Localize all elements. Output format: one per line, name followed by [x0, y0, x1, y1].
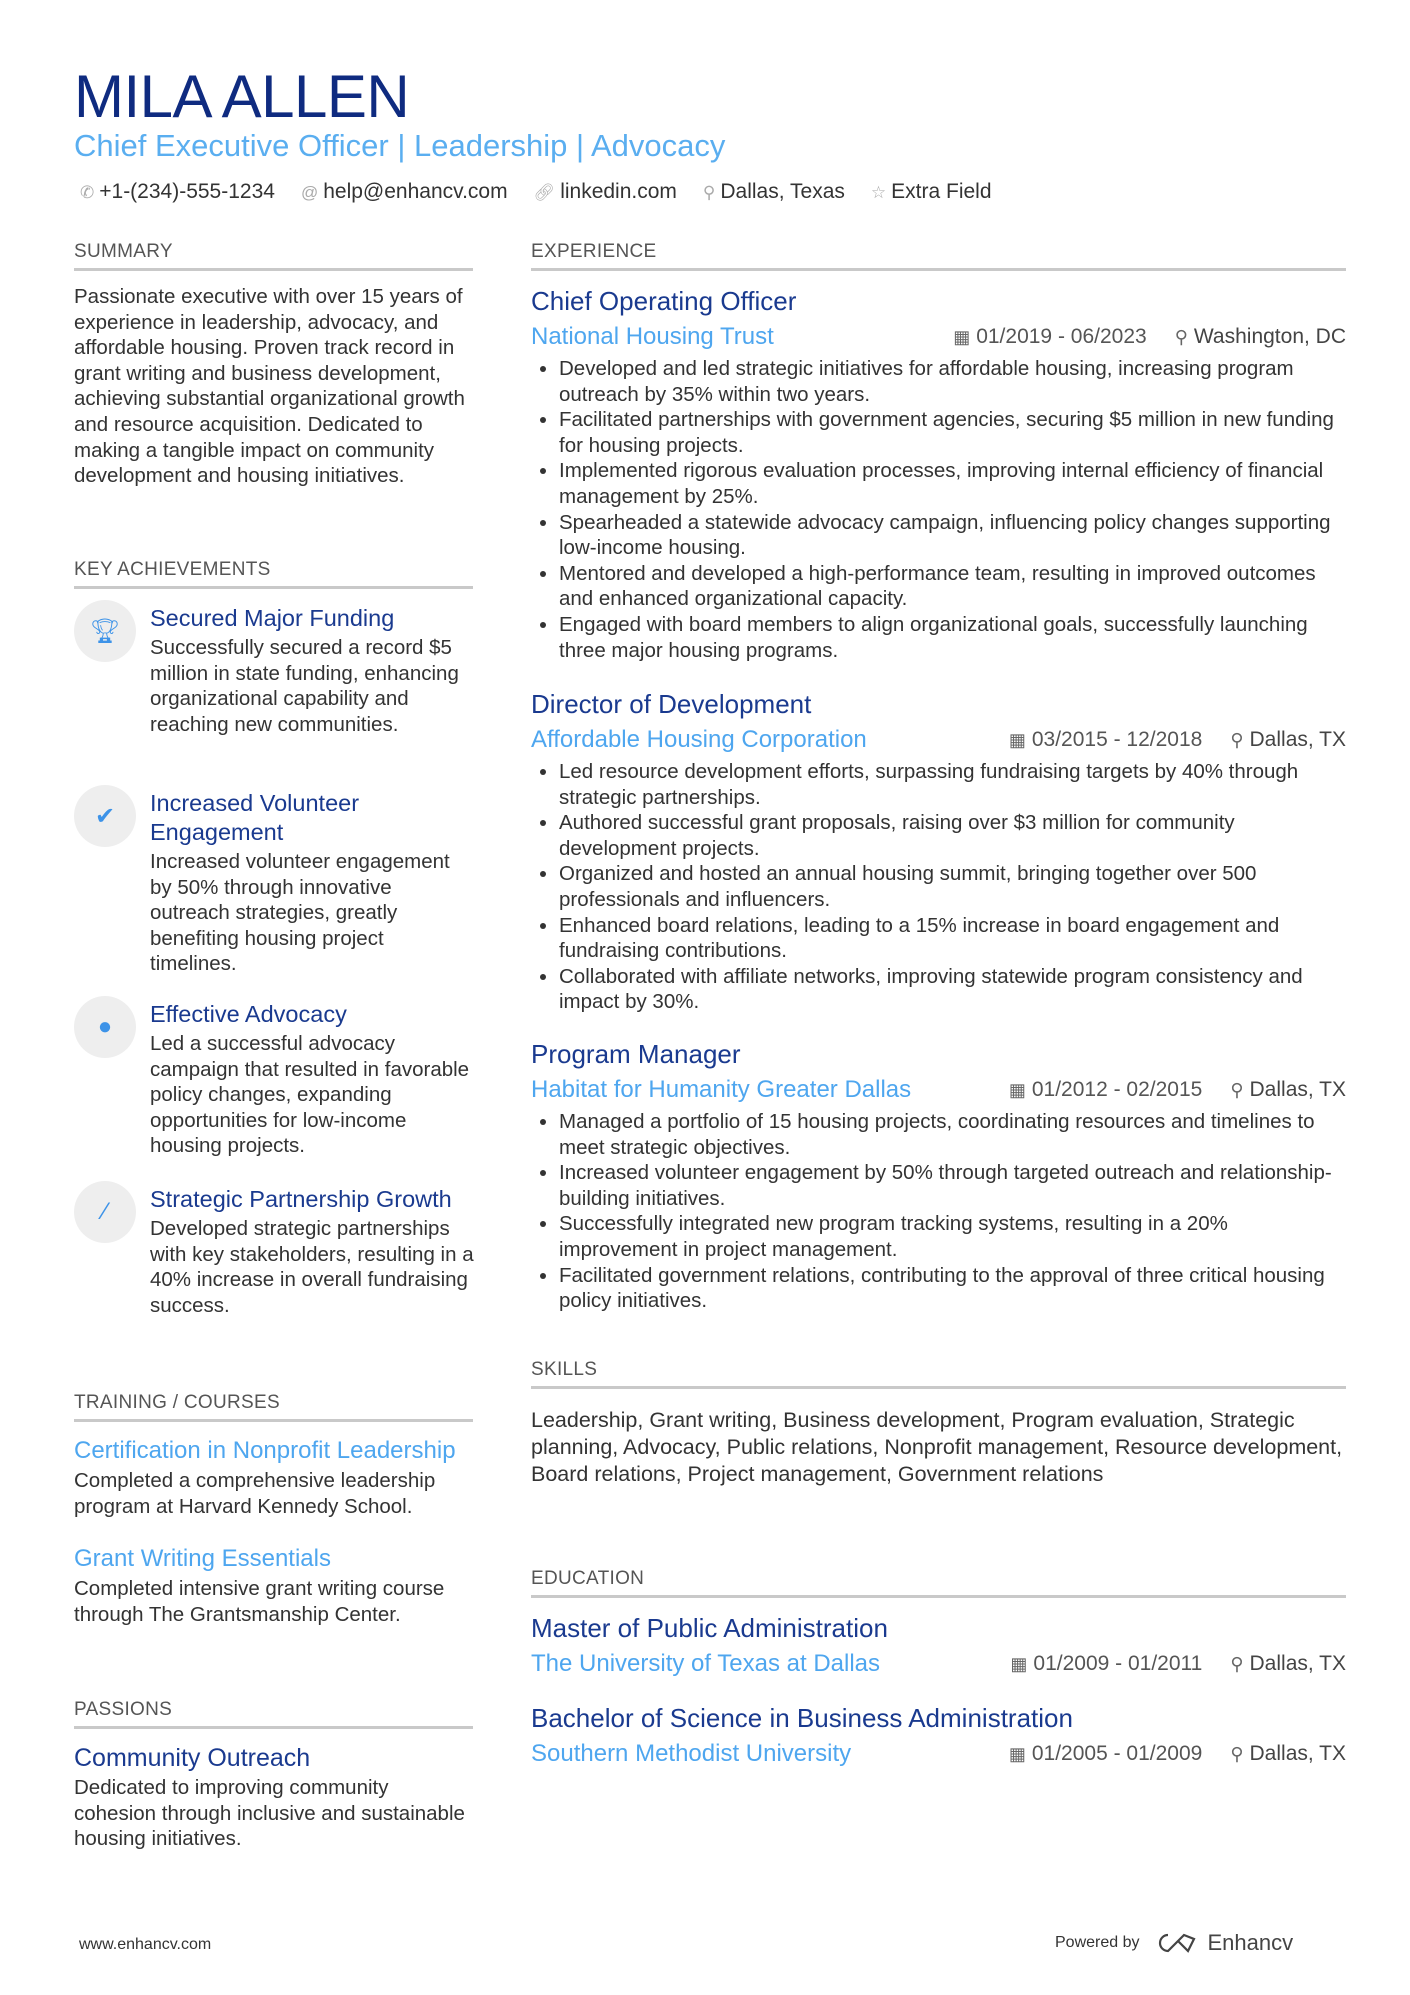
- bullet-item: • Developed and led strategic initiatives for affordable housing, increasing program outreach by 35% within two years.: [559, 356, 1346, 407]
- entry-meta: [953, 322, 1346, 352]
- education-entry: [531, 1613, 1346, 1679]
- achievement-title: Secured Major Funding: [150, 605, 395, 631]
- date-text: 01/2012 - 02/2015: [1031, 1078, 1203, 1101]
- company-row: [531, 322, 1346, 352]
- education-entry: [531, 1703, 1346, 1769]
- brand-name: Enhancv: [1207, 1930, 1294, 1955]
- date-range: [1009, 725, 1203, 755]
- job-title: Program Manager: [531, 1039, 741, 1069]
- training-item: [74, 1544, 474, 1627]
- calendar-icon: ▦: [1008, 1080, 1026, 1100]
- experience-entry: [531, 1039, 1346, 1314]
- location-pin-icon: ⚲: [1230, 730, 1244, 750]
- contact-item[interactable]: [80, 178, 275, 207]
- location-text: Washington, DC: [1193, 325, 1346, 348]
- section-summary-heading: SUMMARY: [74, 240, 473, 271]
- location-text: Dallas, TX: [1249, 1078, 1346, 1101]
- passion-item: [74, 1743, 474, 1852]
- brain-icon: ●: [97, 1013, 113, 1040]
- experience-entry: [531, 689, 1346, 1015]
- date-text: 01/2009 - 01/2011: [1033, 1652, 1203, 1675]
- section-achievements-heading: KEY ACHIEVEMENTS: [74, 558, 473, 589]
- achievement-content: [150, 604, 474, 737]
- school-name: Southern Methodist University: [531, 1740, 852, 1767]
- bullet-item: • Facilitated government relations, contributing to the approval of three critical housing policy initiatives.: [559, 1263, 1346, 1314]
- training-title: Certification in Nonprofit Leadership: [74, 1437, 456, 1464]
- trophy-icon: 🏆︎: [89, 617, 121, 645]
- bullet-item: • Authored successful grant proposals, raising over $3 million for community development projects.: [559, 810, 1346, 861]
- school-row: [531, 1739, 1346, 1769]
- location: [1230, 725, 1346, 755]
- location: [1230, 1649, 1346, 1679]
- location-text: Dallas, TX: [1249, 1742, 1346, 1765]
- school-name: The University of Texas at Dallas: [531, 1650, 881, 1677]
- bullet-list: [531, 759, 1346, 1015]
- entry-meta: [1009, 1075, 1346, 1105]
- achievement-description: Led a successful advocacy campaign that resulted in favorable policy changes, expanding opportunities for low-income housing projects.: [150, 1032, 470, 1158]
- achievement-item: [74, 1000, 474, 1159]
- contact-text[interactable]: Dallas, Texas: [720, 180, 845, 203]
- bullet-item: • Facilitated partnerships with government agencies, securing $5 million in new funding for housing projects.: [559, 407, 1346, 458]
- powered-by-label: Powered by: [1055, 1934, 1140, 1951]
- job-title: Director of Development: [531, 689, 812, 719]
- calendar-icon: ▦: [1008, 1744, 1026, 1764]
- date-range: [1010, 1649, 1202, 1679]
- achievement-item: [74, 1185, 474, 1318]
- achievement-title: Effective Advocacy: [150, 1001, 347, 1027]
- experience-entry: [531, 286, 1346, 663]
- company-name: Affordable Housing Corporation: [531, 726, 867, 753]
- entry-meta: [1009, 725, 1346, 755]
- section-passions-heading: PASSIONS: [74, 1698, 473, 1729]
- section-training-heading: TRAINING / COURSES: [74, 1391, 473, 1422]
- enhancv-logo-icon: [1154, 1931, 1200, 1955]
- entry-meta: [1009, 1739, 1346, 1769]
- bullet-item: • Collaborated with affiliate networks, improving statewide program consistency and impact by 30%.: [559, 964, 1346, 1015]
- location: [1230, 1075, 1346, 1105]
- achievement-icon-badge: [74, 785, 136, 847]
- degree-title: Bachelor of Science in Business Administration: [531, 1703, 1073, 1733]
- achievement-icon-badge: [74, 996, 136, 1058]
- entry-meta: [1010, 1649, 1346, 1679]
- star-icon: ☆: [870, 183, 887, 202]
- calendar-icon: ▦: [953, 327, 971, 347]
- phone-icon: ✆: [80, 183, 95, 202]
- location-text: Dallas, TX: [1249, 728, 1346, 751]
- calendar-icon: ▦: [1008, 730, 1026, 750]
- training-description: Completed intensive grant writing course through The Grantsmanship Center.: [74, 1577, 445, 1626]
- training-item: [74, 1436, 474, 1519]
- bullet-item: • Led resource development efforts, surpassing fundraising targets by 40% through strategic partnerships.: [559, 759, 1346, 810]
- contact-item[interactable]: [301, 178, 508, 207]
- enhancv-logo: [1154, 1930, 1294, 1956]
- contact-item[interactable]: [534, 178, 677, 207]
- achievement-description: Increased volunteer engagement by 50% through innovative outreach strategies, greatly benefiting housing project timelines.: [150, 850, 450, 976]
- summary-text: Passionate executive with over 15 years of experience in leadership, advocacy, and affordable housing. Proven track record in grant writing and business development, achieving substantial organizational growth and resource acquisition. Dedicated to making a tangible impact on community development and housing initiatives.: [74, 285, 465, 488]
- date-range: [953, 322, 1147, 352]
- passion-description: Dedicated to improving community cohesion through inclusive and sustainable housing initiatives.: [74, 1776, 465, 1851]
- degree-title: Master of Public Administration: [531, 1613, 888, 1643]
- headline: Chief Executive Officer | Leadership | Advocacy: [74, 128, 726, 163]
- bullet-item: • Managed a portfolio of 15 housing projects, coordinating resources and timelines to meet strategic objectives.: [559, 1109, 1346, 1160]
- achievement-icon-badge: [74, 600, 136, 662]
- bullet-item: • Mentored and developed a high-performance team, resulting in improved outcomes and enhanced organizational capacity.: [559, 561, 1346, 612]
- bullet-item: • Engaged with board members to align organizational goals, successfully launching three major housing programs.: [559, 612, 1346, 663]
- achievement-title: Increased Volunteer Engagement: [150, 790, 360, 845]
- bullet-list: [531, 356, 1346, 663]
- bullet-item: • Implemented rigorous evaluation processes, improving internal efficiency of financial management by 25%.: [559, 458, 1346, 509]
- link-icon: 🔗︎: [533, 183, 556, 202]
- location: [1230, 1739, 1346, 1769]
- company-name: National Housing Trust: [531, 323, 774, 350]
- achievement-content: [150, 1185, 474, 1318]
- footer-branding: [1055, 1930, 1293, 1956]
- training-description: Completed a comprehensive leadership program at Harvard Kennedy School.: [74, 1469, 436, 1518]
- date-range: [1009, 1075, 1203, 1105]
- date-text: 03/2015 - 12/2018: [1031, 728, 1203, 751]
- contact-text[interactable]: +1-(234)-555-1234: [99, 180, 275, 203]
- date-text: 01/2019 - 06/2023: [976, 325, 1147, 348]
- location: [1175, 322, 1346, 352]
- contact-text[interactable]: help@enhancv.com: [323, 180, 508, 203]
- skills-text: Leadership, Grant writing, Business development, Program evaluation, Strategic planning, Advocacy, Public relations, Nonprofit management, Resource development, Board relations, Project management, Government relations: [531, 1408, 1343, 1486]
- passion-title: Community Outreach: [74, 1744, 311, 1772]
- company-row: [531, 725, 1346, 755]
- achievement-title: Strategic Partnership Growth: [150, 1186, 452, 1212]
- contact-bar: [80, 178, 992, 207]
- achievement-description: Developed strategic partnerships with key stakeholders, resulting in a 40% increase in overall fundraising success.: [150, 1217, 474, 1317]
- location-pin-icon: ⚲: [1174, 327, 1188, 347]
- company-name: Habitat for Humanity Greater Dallas: [531, 1076, 912, 1103]
- achievement-content: [150, 1000, 474, 1159]
- magic-wand-icon: ⁄: [102, 1198, 107, 1225]
- bullet-item: • Enhanced board relations, leading to a 15% increase in board engagement and fundraising contributions.: [559, 913, 1346, 964]
- bullet-item: • Organized and hosted an annual housing summit, bringing together over 500 professionals and influencers.: [559, 861, 1346, 912]
- section-experience-heading: EXPERIENCE: [531, 240, 1346, 271]
- check-icon: ✔: [94, 802, 116, 830]
- location-pin-icon: ⚲: [702, 183, 716, 202]
- bullet-item: • Increased volunteer engagement by 50% through targeted outreach and relationship-building initiatives.: [559, 1160, 1346, 1211]
- footer-website[interactable]: www.enhancv.com: [79, 1936, 212, 1953]
- at-icon: @: [300, 183, 319, 202]
- section-education-heading: EDUCATION: [531, 1567, 1346, 1598]
- achievement-item: [74, 604, 474, 737]
- achievement-description: Successfully secured a record $5 million in state funding, enhancing organizational capability and reaching new communities.: [150, 636, 459, 736]
- contact-item[interactable]: [871, 178, 992, 207]
- school-row: [531, 1649, 1346, 1679]
- job-title: Chief Operating Officer: [531, 286, 797, 316]
- training-title: Grant Writing Essentials: [74, 1545, 331, 1572]
- achievement-item: [74, 789, 474, 977]
- contact-text[interactable]: Extra Field: [891, 180, 992, 203]
- location-text: Dallas, TX: [1249, 1652, 1346, 1675]
- company-row: [531, 1075, 1346, 1105]
- location-pin-icon: ⚲: [1230, 1654, 1244, 1674]
- bullet-item: • Successfully integrated new program tracking systems, resulting in a 20% improvement in project management.: [559, 1211, 1346, 1262]
- candidate-name: MILA ALLEN: [74, 63, 410, 130]
- bullet-list: [531, 1109, 1346, 1314]
- bullet-item: • Spearheaded a statewide advocacy campaign, influencing policy changes supporting low-income housing.: [559, 510, 1346, 561]
- calendar-icon: ▦: [1010, 1654, 1028, 1674]
- achievement-content: [150, 789, 474, 977]
- location-pin-icon: ⚲: [1230, 1744, 1244, 1764]
- date-text: 01/2005 - 01/2009: [1031, 1742, 1203, 1765]
- contact-text[interactable]: linkedin.com: [560, 180, 677, 203]
- location-pin-icon: ⚲: [1230, 1080, 1244, 1100]
- achievement-icon-badge: [74, 1181, 136, 1243]
- section-skills-heading: SKILLS: [531, 1358, 1346, 1389]
- contact-item[interactable]: [703, 178, 845, 207]
- date-range: [1009, 1739, 1203, 1769]
